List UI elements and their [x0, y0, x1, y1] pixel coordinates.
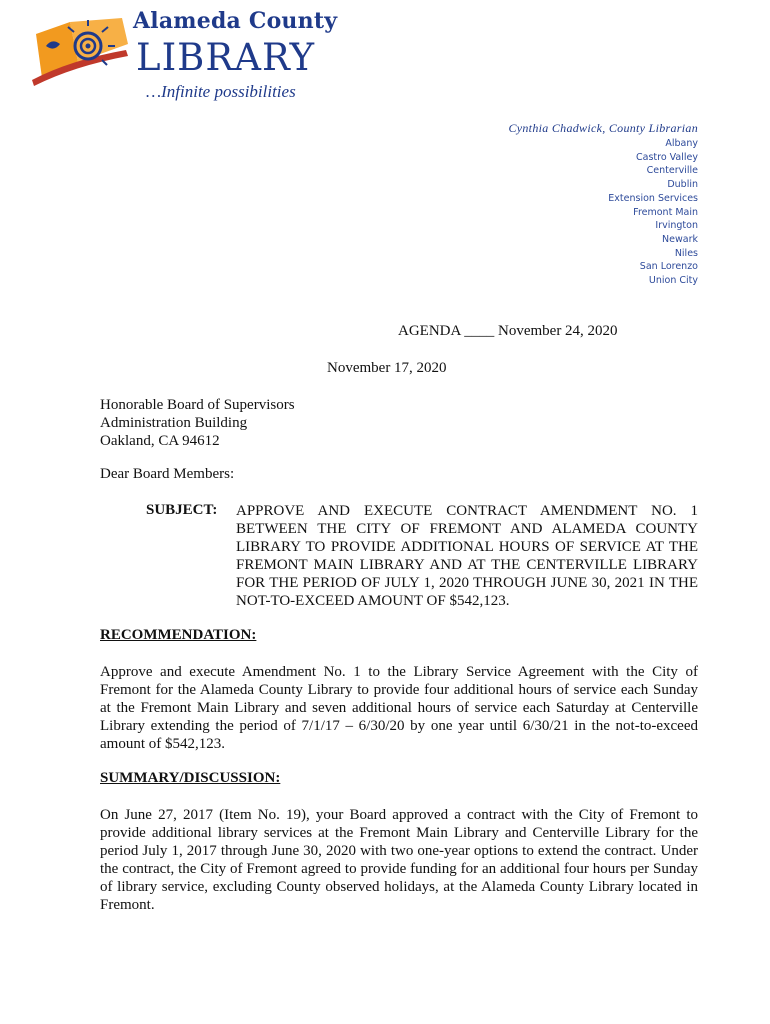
library-tagline: …Infinite possibilities — [146, 82, 296, 101]
branch-item: Centerville — [646, 165, 698, 177]
summary-text: On June 27, 2017 (Item No. 19), your Board approved a contract with the City of Fremont to provide additional library services at the Fremont Main Library and Centerville Library for the period July 1, 2017 through June 30, 2020 with two one-year options to extend the contract. Under the contract, the City of Fremont agreed to provide funding for an additional four hours per Sunday of library service, excluding County observed holidays, at the Alameda County Library located in Fremont. — [100, 807, 698, 913]
library-logo-icon — [30, 16, 132, 88]
library-name-line2: LIBRARY — [136, 36, 316, 79]
subject-text: APPROVE AND EXECUTE CONTRACT AMENDMENT NO. 1 BETWEEN THE CITY OF FREMONT AND ALAMEDA COUNTY LIBRARY TO PROVIDE ADDITIONAL HOURS OF SERVICE AT THE FREMONT MAIN LIBRARY AND AT THE CENTERVILLE LIBRARY FOR THE PERIOD OF JULY 1, 2020 THROUGH JUNE 30, 2021 IN THE NOT-TO-EXCEED AMOUNT OF $542,123. — [236, 503, 698, 609]
recipient-address — [100, 396, 295, 450]
branch-list — [608, 137, 698, 288]
branch-item: Extension Services — [608, 192, 698, 204]
recommendation-heading: RECOMMENDATION: — [100, 627, 257, 643]
recommendation-text: Approve and execute Amendment No. 1 to the Library Service Agreement with the City of Fremont for the Alameda County Library to provide four additional hours of service each Sunday at the Fremont Main Library and seven additional hours of service each Saturday at Centerville Library extending the period of 7/1/17 – 6/30/20 by one year until 6/30/21 in the not-to-exceed amount of $542,123. — [100, 664, 698, 752]
branch-item: San Lorenzo — [639, 261, 698, 273]
branch-item: Albany — [665, 138, 698, 149]
address-line: Administration Building — [100, 415, 248, 431]
branch-item: Dublin — [667, 179, 698, 191]
branch-item: Union City — [648, 275, 698, 287]
summary-heading: SUMMARY/DISCUSSION: — [100, 770, 281, 786]
library-name-line1: Alameda County — [133, 8, 338, 34]
address-line: Oakland, CA 94612 — [100, 433, 220, 449]
branch-item: Castro Valley — [636, 151, 698, 163]
salutation: Dear Board Members: — [100, 466, 235, 482]
branch-item: Newark — [662, 233, 698, 245]
letter-date: November 17, 2020 — [327, 360, 447, 376]
agenda-line: AGENDA ____ November 24, 2020 — [398, 323, 618, 339]
branch-item: Fremont Main — [633, 206, 698, 218]
county-librarian-name: Cynthia Chadwick, County Librarian — [508, 121, 698, 135]
branch-item: Niles — [674, 247, 698, 259]
address-line: Honorable Board of Supervisors — [100, 397, 295, 413]
subject-label: SUBJECT: — [146, 502, 218, 518]
branch-item: Irvington — [655, 220, 698, 232]
